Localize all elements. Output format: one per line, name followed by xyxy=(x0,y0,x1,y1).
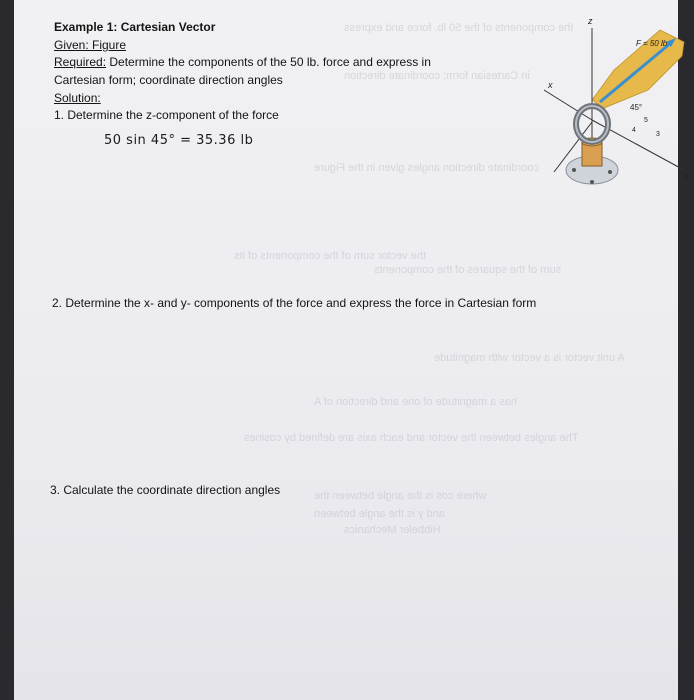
bolt-icon xyxy=(608,170,612,174)
step-3: 3. Calculate the coordinate direction angles xyxy=(50,483,281,497)
bleed-through-text: Hibbeler Mechanics xyxy=(344,524,441,536)
worksheet-page xyxy=(14,0,689,700)
bleed-through-text: where cos is the angle between the xyxy=(314,490,487,502)
example-title: Example 1: Cartesian Vector xyxy=(54,20,216,34)
force-diagram xyxy=(544,0,694,200)
bleed-through-text: coordinate direction angles given in the Figure xyxy=(314,162,540,174)
given-line: Given: Figure xyxy=(54,38,127,52)
force-label: F = 50 lb xyxy=(636,39,668,48)
x-axis-label: x xyxy=(548,80,553,90)
bleed-through-text: and y is the angle between xyxy=(314,508,445,520)
y-axis-label: y xyxy=(684,170,689,180)
bleed-through-text: in Cartesian form; coordinate direction xyxy=(344,70,530,82)
bleed-through-text: The angles between the vector and each axis are defined by cosines xyxy=(244,432,579,444)
handwritten-answer: 50 sin 45° = 35.36 lb xyxy=(104,133,254,148)
bolt-icon xyxy=(572,168,576,172)
bleed-through-text: sum of the squares of the components xyxy=(374,264,562,276)
ratio-4-label: 4 xyxy=(632,127,636,134)
bleed-through-text: the components of the 50 lb. force and express xyxy=(344,22,574,34)
bolt-icon xyxy=(590,180,594,184)
required-label: Required: xyxy=(54,55,107,69)
step-1: 1. Determine the z-component of the force xyxy=(54,108,279,122)
angle-label: 45° xyxy=(630,103,643,112)
ratio-3-label: 3 xyxy=(656,131,660,138)
ratio-5-label: 5 xyxy=(644,117,648,124)
z-axis-label: z xyxy=(588,16,593,26)
required-line xyxy=(54,55,431,69)
bleed-through-text: A unit vector is a vector with magnitude xyxy=(434,352,625,364)
bleed-through-text: the vector sum of the components of its xyxy=(234,250,426,262)
required-text-continued: Cartesian form; coordinate direction angles xyxy=(54,73,283,87)
required-text: Determine the components of the 50 lb. force and express in xyxy=(109,55,431,69)
bleed-through-text: has a magnitude of one and direction of A xyxy=(314,396,518,408)
step-2: 2. Determine the x- and y- components of the force and express the force in Cartesian form xyxy=(52,296,537,310)
solution-label: Solution: xyxy=(54,91,101,105)
